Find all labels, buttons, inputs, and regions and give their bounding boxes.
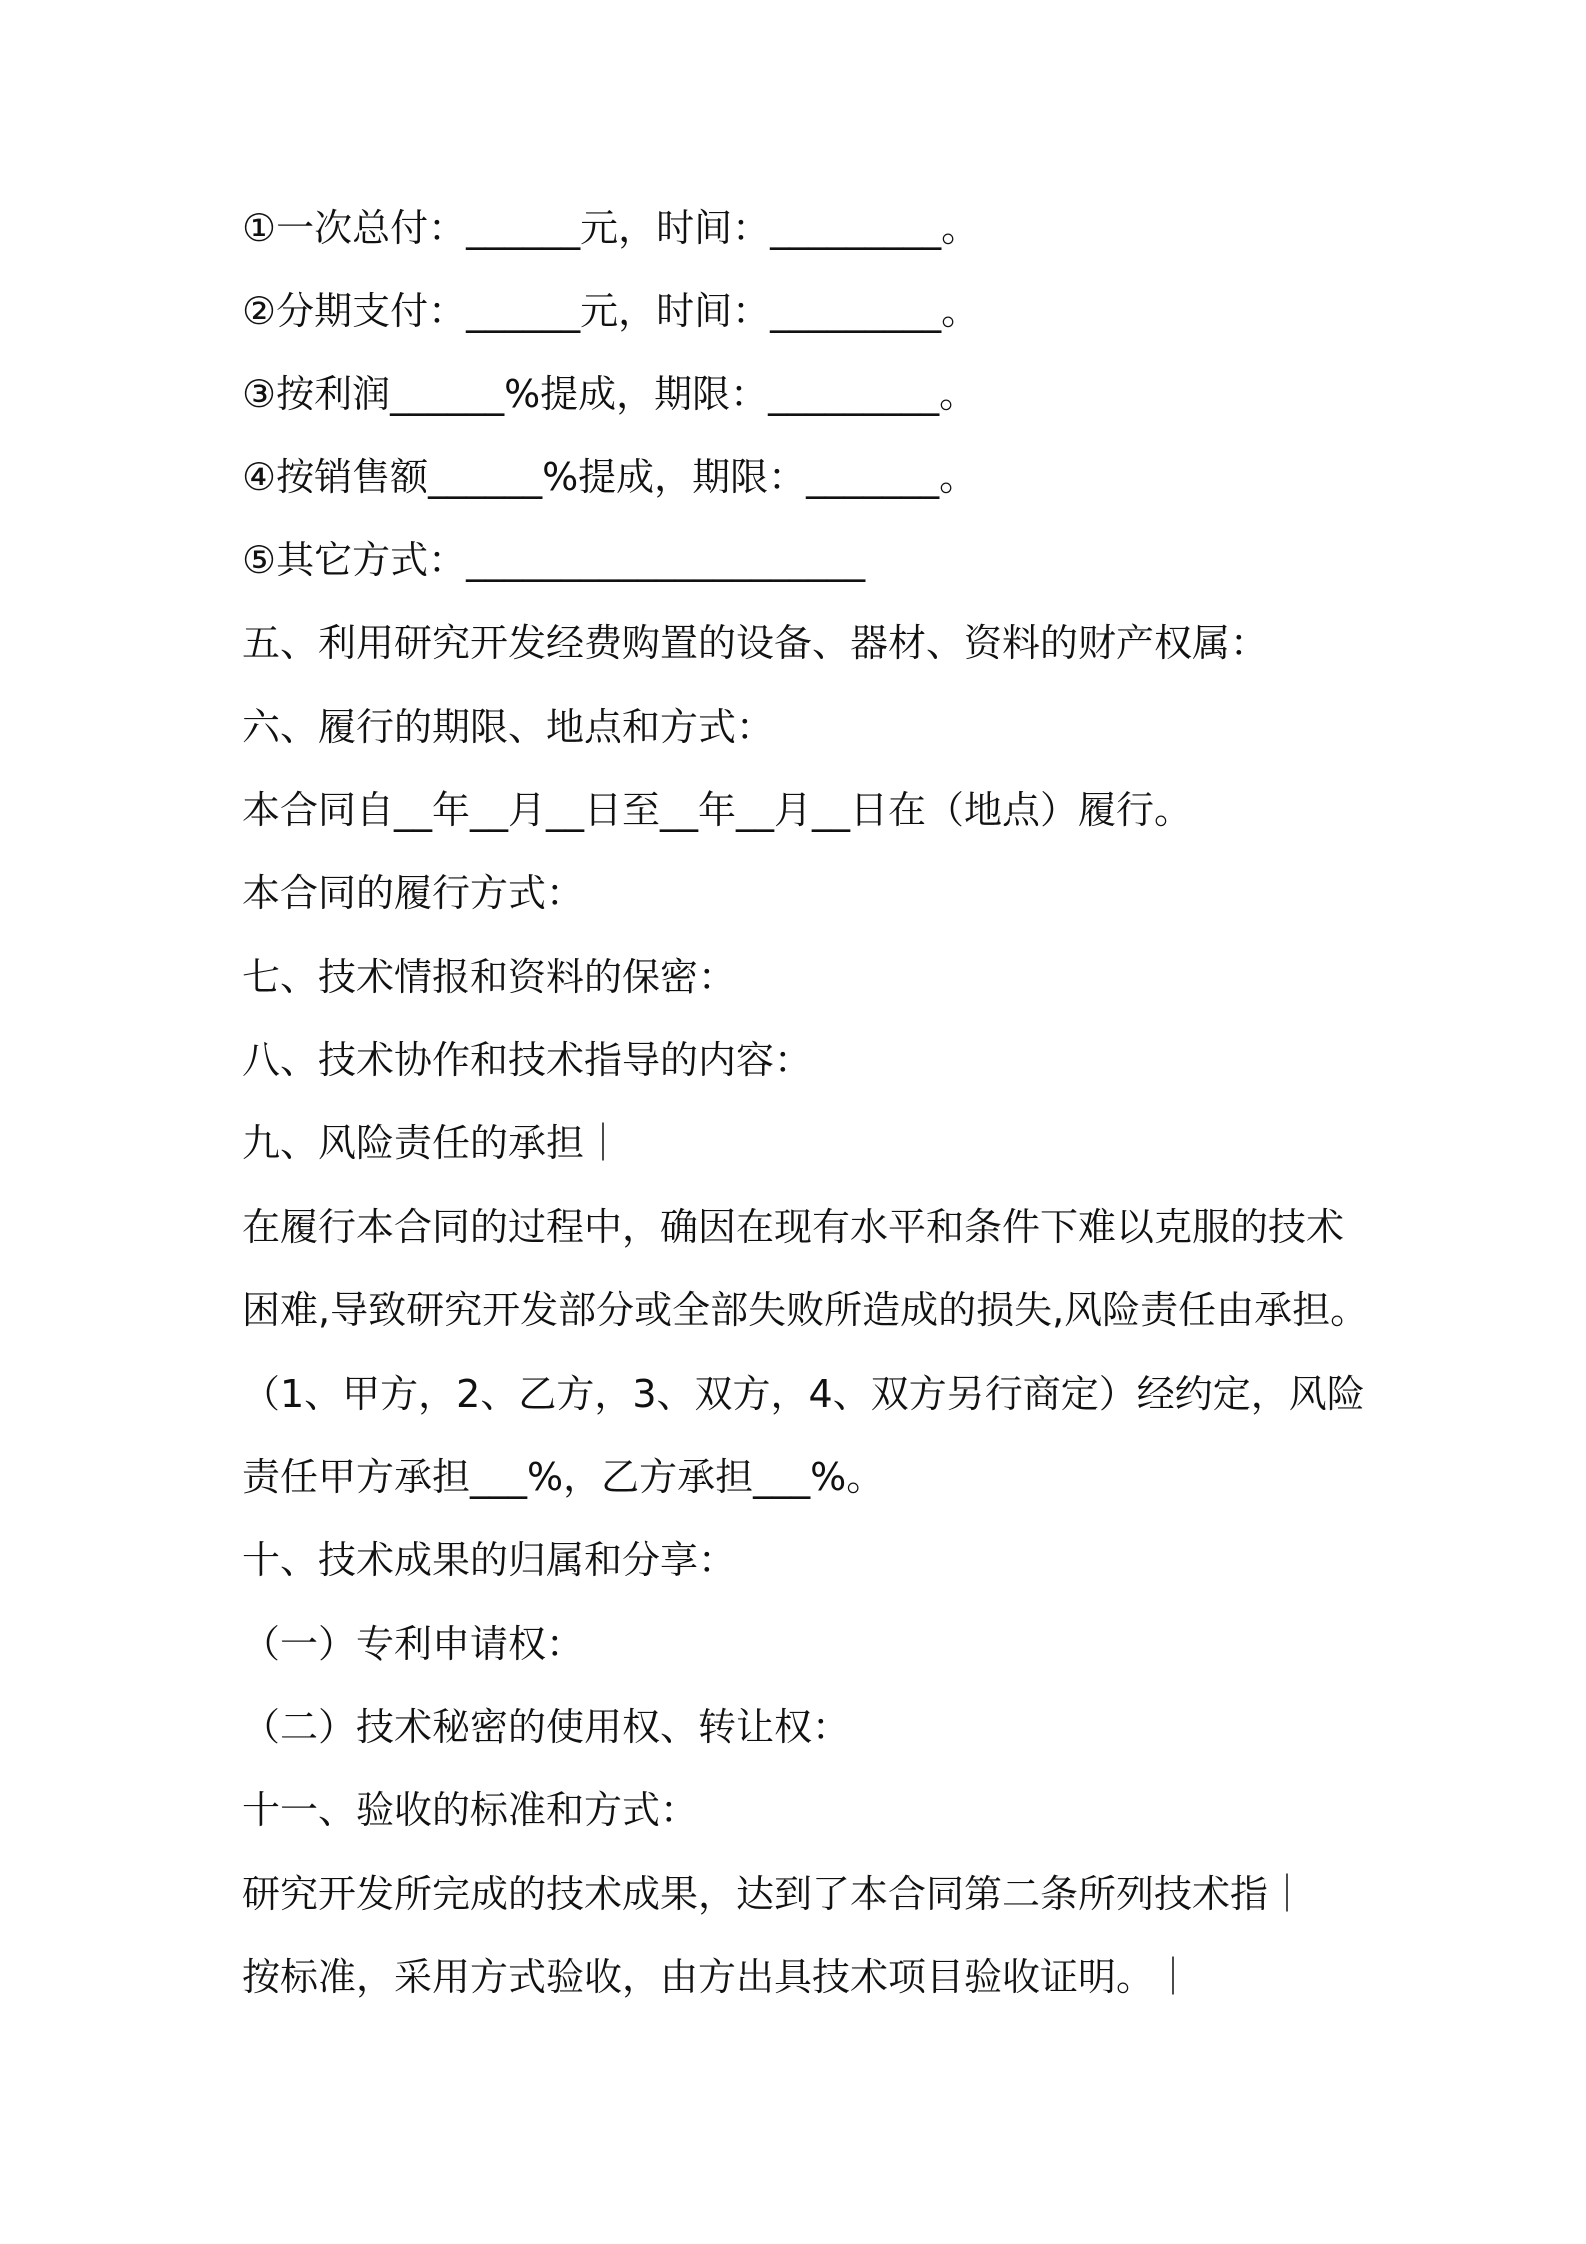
section-6-heading: 六、履行的期限、地点和方式： <box>242 705 775 749</box>
risk-paragraph-line-3: （1、甲方，2、乙方，3、双方，4、双方另行商定）经约定，风险 <box>242 1372 1365 1416</box>
payment-option-sales-share: ④按销售额______%提成，期限：_______。 <box>242 455 978 499</box>
payment-option-profit-share: ③按利润______%提成，期限：_________。 <box>242 372 978 416</box>
section-11-heading: 十一、验收的标准和方式： <box>242 1788 699 1832</box>
payment-option-installment: ②分期支付：______元，时间：_________。 <box>242 289 980 333</box>
performance-method-text: 本合同的履行方式： <box>242 871 585 915</box>
section-10-heading: 十、技术成果的归属和分享： <box>242 1538 737 1582</box>
acceptance-paragraph-line-2: 按标准，采用方式验收，由方出具技术项目验收证明。｜ <box>242 1955 1193 1999</box>
section-7-heading: 七、技术情报和资料的保密： <box>242 955 737 999</box>
section-8-heading: 八、技术协作和技术指导的内容： <box>242 1038 813 1082</box>
section-5-heading: 五、利用研究开发经费购置的设备、器材、资料的财产权属： <box>242 621 1269 665</box>
performance-period-text: 本合同自__年__月__日至__年__月__日在（地点）履行。 <box>242 788 1193 832</box>
trade-secret-item: （二）技术秘密的使用权、转让权： <box>242 1705 851 1749</box>
patent-right-item: （一）专利申请权： <box>242 1622 585 1666</box>
risk-paragraph-line-2: 困难,导致研究开发部分或全部失败所造成的损失,风险责任由承担。 <box>242 1288 1369 1332</box>
payment-option-other: ⑤其它方式：_____________________ <box>242 538 866 582</box>
risk-paragraph-line-1: 在履行本合同的过程中，确因在现有水平和条件下难以克服的技术 <box>242 1205 1345 1249</box>
payment-option-lump-sum: ①一次总付：______元，时间：_________。 <box>242 206 980 250</box>
section-9-heading: 九、风险责任的承担｜ <box>242 1121 623 1165</box>
acceptance-paragraph-line-1: 研究开发所完成的技术成果，达到了本合同第二条所列技术指｜ <box>242 1872 1307 1916</box>
risk-paragraph-line-4: 责任甲方承担___%，乙方承担___%。 <box>242 1455 885 1499</box>
